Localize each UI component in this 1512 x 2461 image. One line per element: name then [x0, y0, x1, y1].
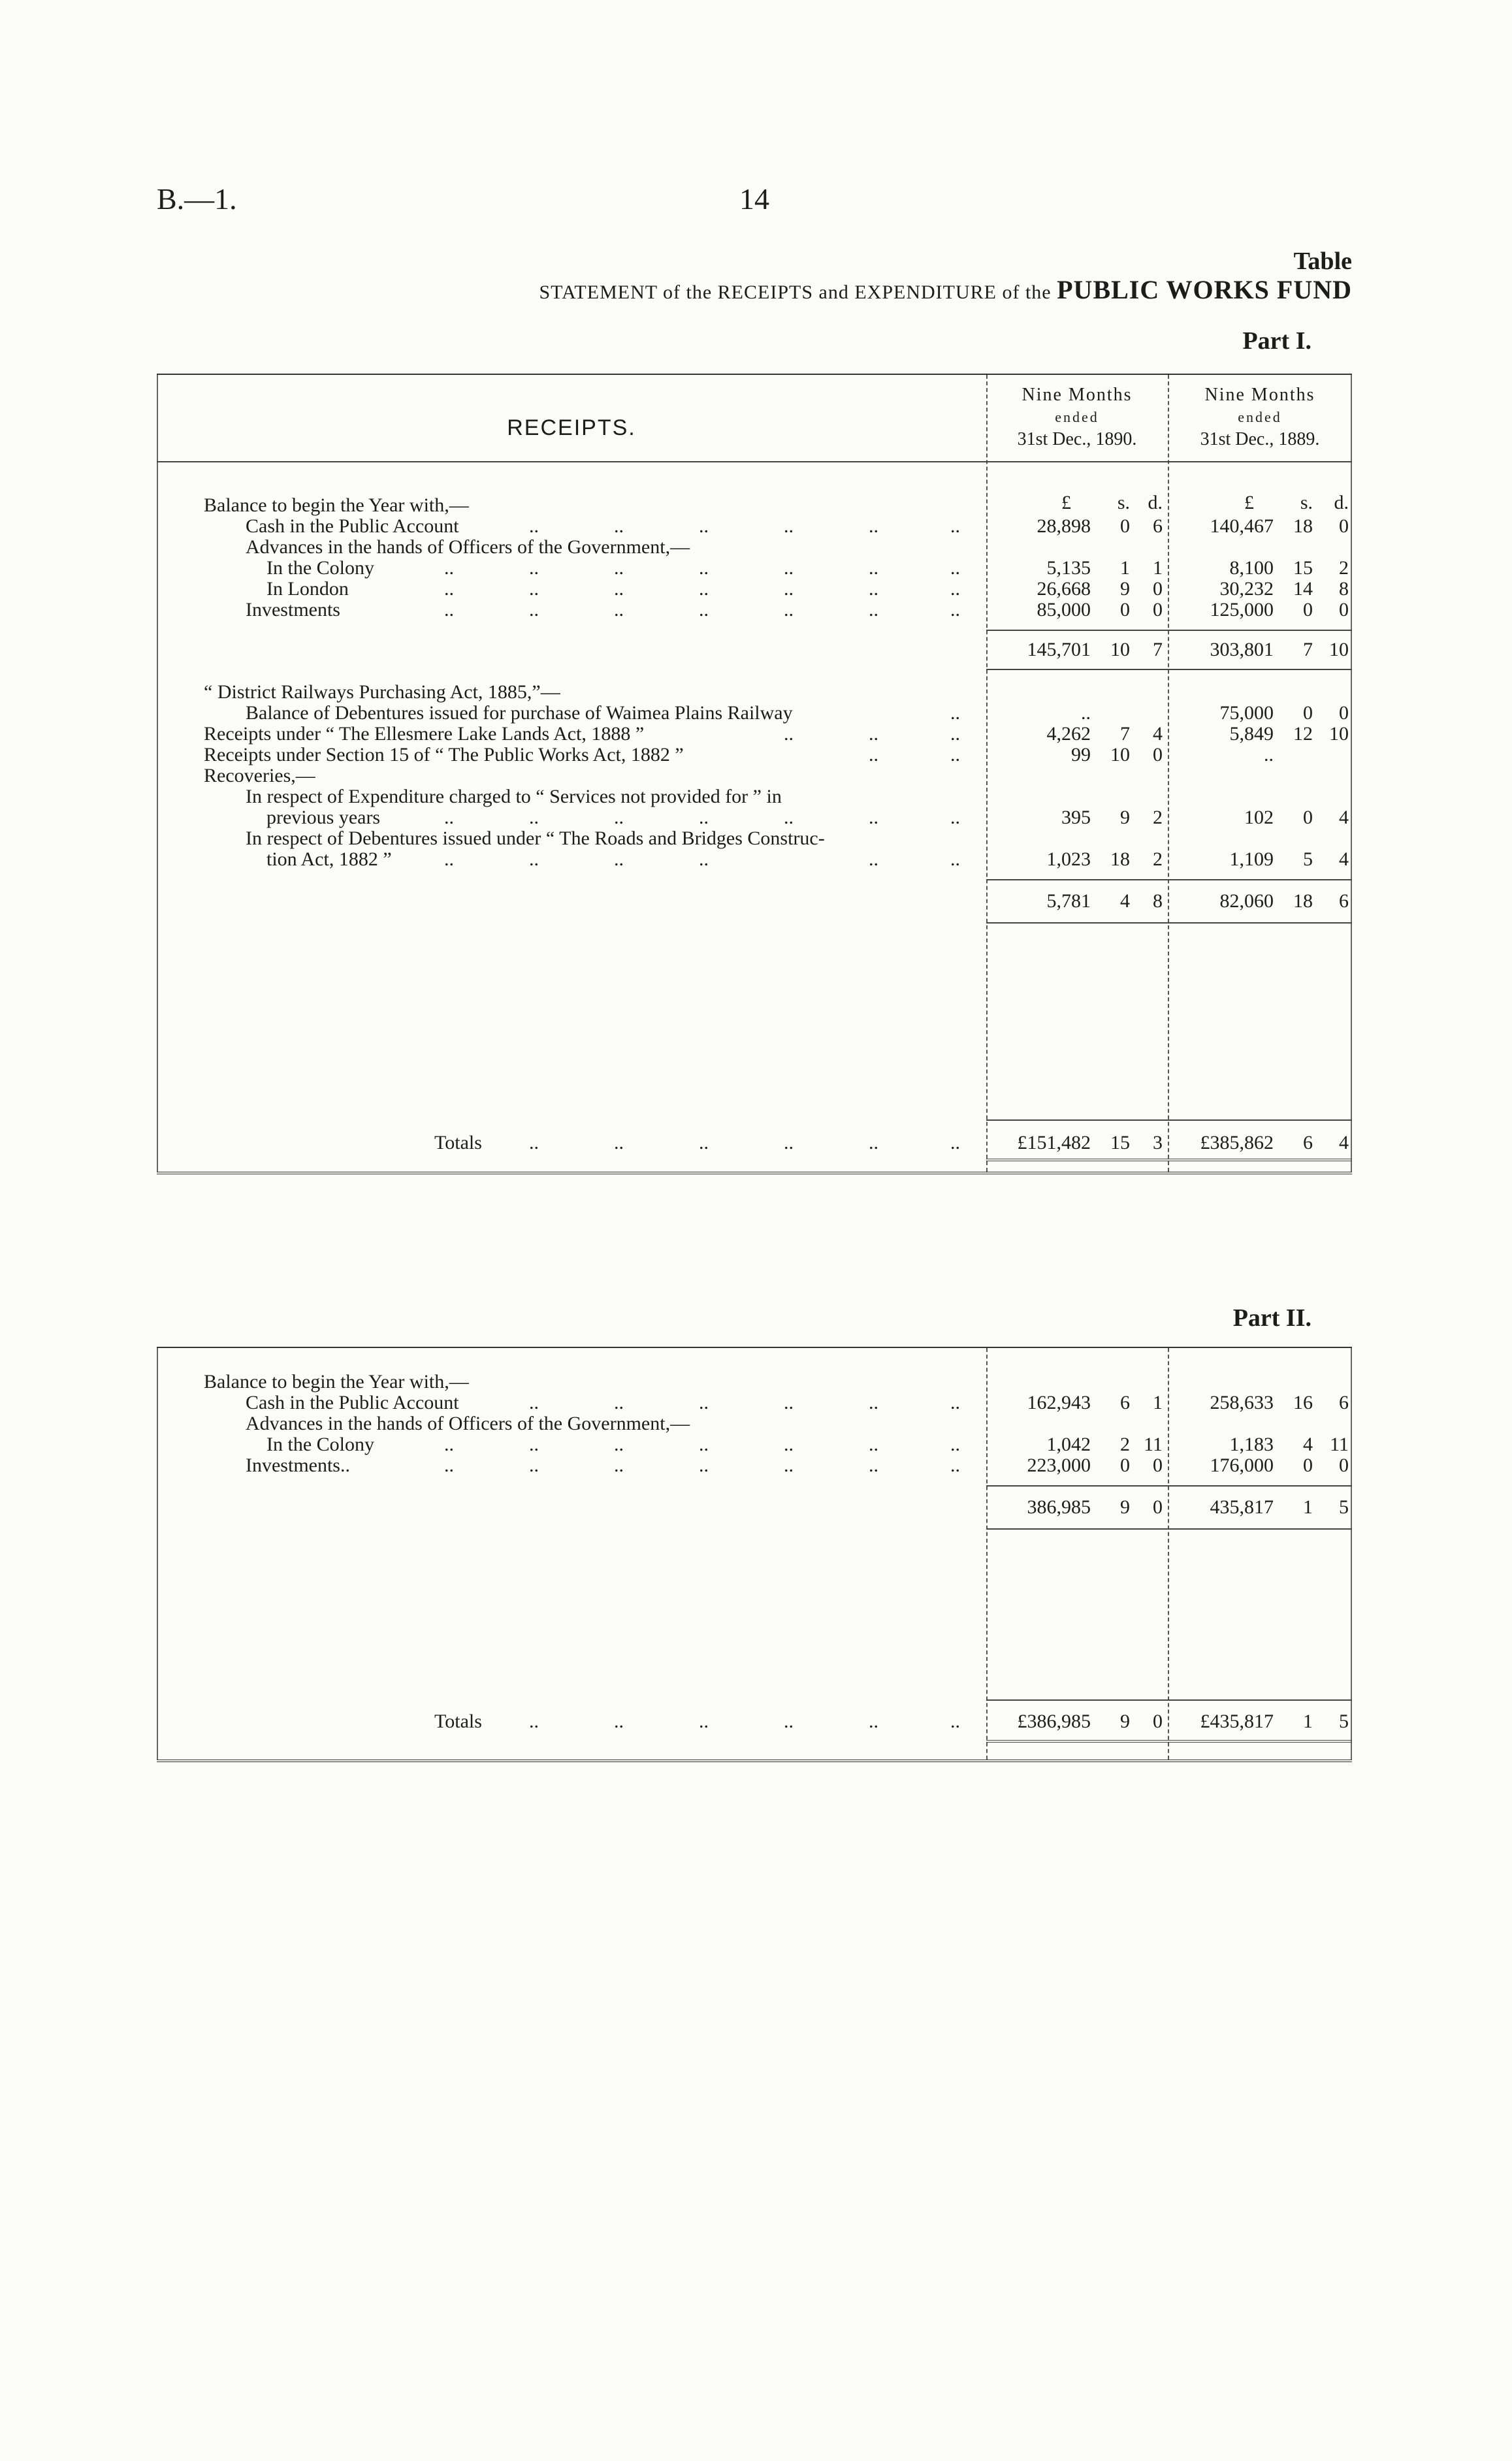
dot-leader: .. — [950, 1392, 960, 1413]
dot-leader: .. — [699, 1455, 709, 1476]
rule-line — [157, 461, 1352, 462]
dot-leader: .. — [869, 807, 878, 828]
amount-cell: 8 — [1339, 578, 1349, 600]
amount-cell: 162,943 — [1027, 1392, 1091, 1413]
statement-fund: PUBLIC WORKS FUND — [1057, 275, 1352, 304]
subtotal2-b: 82,060 — [1219, 890, 1274, 912]
amount-cell: 4 — [1339, 848, 1349, 870]
column-divider — [986, 1348, 988, 1760]
dot-leader: .. — [869, 1711, 878, 1732]
dot-leader: .. — [869, 599, 878, 620]
dot-leader: .. — [784, 599, 794, 620]
text: Nine Months — [1204, 385, 1315, 405]
amount-cell: 1 — [1303, 1711, 1313, 1732]
rule-line — [986, 922, 1352, 924]
amount-cell: 0 — [1153, 578, 1163, 600]
dot-leader: .. — [444, 1455, 454, 1476]
col1-header — [988, 384, 1166, 451]
amount-cell: 9 — [1120, 1496, 1130, 1518]
dot-leader: .. — [529, 1132, 539, 1153]
dot-leader: .. — [529, 807, 539, 828]
table-word: Table — [1293, 248, 1352, 275]
amount-cell: 1,023 — [1046, 848, 1091, 870]
dot-leader: .. — [950, 744, 960, 765]
amount-cell: 2 — [1120, 1434, 1130, 1455]
dot-leader: .. — [869, 744, 878, 765]
amount-cell: 140,467 — [1210, 515, 1274, 537]
amount-cell: 1,109 — [1229, 848, 1274, 870]
dot-leader: .. — [784, 1434, 794, 1455]
dot-leader: .. — [529, 557, 539, 579]
part2-table — [157, 1347, 1352, 1762]
dot-leader: .. — [950, 1434, 960, 1455]
dot-leader: .. — [699, 599, 709, 620]
dot-leader: .. — [699, 1434, 709, 1455]
amount-cell: 14 — [1293, 578, 1313, 600]
amount-cell: 6 — [1153, 515, 1163, 537]
text: ended — [1238, 409, 1282, 425]
part2-subtotal-b: 435,817 — [1210, 1496, 1274, 1518]
part2-subtotal-a: 386,985 — [1027, 1496, 1091, 1518]
row-text: Receipts under “ The Ellesmere Lake Lands Act, 1888 ” — [204, 723, 645, 745]
dot-leader: .. — [529, 1392, 539, 1413]
dot-leader: .. — [950, 1711, 960, 1732]
amount-cell: 0 — [1303, 1455, 1313, 1476]
dot-leader: .. — [869, 515, 878, 537]
row-text: Balance to begin the Year with,— — [204, 494, 469, 516]
amount-cell: d. — [1148, 492, 1163, 513]
statement-prefix: STATEMENT of the RECEIPTS and EXPENDITURE of the — [539, 281, 1052, 303]
dot-leader: .. — [529, 1434, 539, 1455]
dot-leader: .. — [614, 578, 624, 600]
column-divider — [1351, 375, 1352, 1172]
row-text: Advances in the hands of Officers of the Government,— — [246, 1413, 690, 1434]
amount-cell: 4,262 — [1046, 723, 1091, 745]
dot-leader: .. — [614, 848, 624, 870]
amount-cell: 5 — [1339, 1711, 1349, 1732]
text: 31st Dec., 1890. — [1017, 429, 1137, 449]
dot-leader: .. — [614, 515, 624, 537]
dot-leader: .. — [950, 557, 960, 579]
dot-leader: .. — [950, 702, 960, 724]
dot-leader: .. — [529, 578, 539, 600]
part2-totals-label: Totals — [434, 1711, 482, 1732]
amount-cell: 1,042 — [1046, 1434, 1091, 1455]
text: Nine Months — [1021, 385, 1133, 405]
row-text: Investments.. — [246, 1455, 350, 1476]
row-text: Receipts under Section 15 of “ The Public Works Act, 1882 ” — [204, 744, 684, 765]
amount-cell: 30,232 — [1219, 578, 1274, 600]
row-text: Advances in the hands of Officers of the Government,— — [246, 536, 690, 558]
amount-cell: 1 — [1153, 1392, 1163, 1413]
column-divider — [1168, 1348, 1169, 1760]
page-number: 14 — [739, 182, 769, 216]
amount-cell: 0 — [1153, 599, 1163, 620]
amount-cell: 10 — [1110, 639, 1130, 660]
row-text: “ District Railways Purchasing Act, 1885,”— — [204, 681, 560, 703]
amount-cell: 0 — [1339, 702, 1349, 724]
amount-cell: 5,849 — [1229, 723, 1274, 745]
amount-cell: 6 — [1339, 890, 1349, 912]
amount-cell: 10 — [1329, 723, 1349, 745]
dot-leader: .. — [529, 1455, 539, 1476]
amount-cell: 176,000 — [1210, 1455, 1274, 1476]
dot-leader: .. — [784, 1392, 794, 1413]
amount-cell: 9 — [1120, 807, 1130, 828]
amount-cell: 2 — [1153, 848, 1163, 870]
rule-line — [986, 1119, 1352, 1121]
amount-cell: 0 — [1153, 1711, 1163, 1732]
row-text: Balance of Debentures issued for purchase of Waimea Plains Railway — [246, 702, 793, 724]
amount-cell: 0 — [1339, 515, 1349, 537]
dot-leader: .. — [444, 557, 454, 579]
amount-cell: s. — [1117, 492, 1130, 513]
amount-cell: 15 — [1293, 557, 1313, 579]
amount-cell: 6 — [1339, 1392, 1349, 1413]
rule-line — [986, 879, 1352, 880]
amount-cell: 0 — [1339, 1455, 1349, 1476]
amount-cell: 258,633 — [1210, 1392, 1274, 1413]
amount-cell: 9 — [1120, 578, 1130, 600]
dot-leader: .. — [614, 1132, 624, 1153]
dot-leader: .. — [529, 848, 539, 870]
rule-line — [986, 669, 1352, 670]
dot-leader: .. — [699, 557, 709, 579]
amount-cell: 7 — [1303, 639, 1313, 660]
row-text: In London — [266, 578, 349, 600]
dot-leader: .. — [869, 1434, 878, 1455]
amount-cell: 0 — [1153, 1496, 1163, 1518]
amount-cell: 16 — [1293, 1392, 1313, 1413]
amount-cell: 8,100 — [1229, 557, 1274, 579]
dot-leader: .. — [614, 599, 624, 620]
dot-leader: .. — [784, 515, 794, 537]
row-text: In respect of Debentures issued under “ The Roads and Bridges Construc- — [246, 828, 825, 849]
totals-b: £385,862 — [1200, 1132, 1274, 1153]
rule-line — [986, 1528, 1352, 1530]
amount-cell: 8 — [1153, 890, 1163, 912]
amount-cell: 4 — [1153, 723, 1163, 745]
amount-cell: 5 — [1303, 848, 1313, 870]
col2-header — [1169, 384, 1351, 451]
row-text: Balance to begin the Year with,— — [204, 1371, 469, 1392]
amount-cell: 3 — [1153, 1132, 1163, 1153]
amount-cell: 0 — [1120, 599, 1130, 620]
subtotal1-a: 145,701 — [1027, 639, 1091, 660]
dot-leader: .. — [950, 848, 960, 870]
row-text: previous years — [266, 807, 381, 828]
text: ended — [1055, 409, 1099, 425]
dot-leader: .. — [950, 1455, 960, 1476]
amount-cell: 10 — [1110, 744, 1130, 765]
row-text: tion Act, 1882 ” — [266, 848, 392, 870]
amount-cell: 6 — [1303, 1132, 1313, 1153]
dot-leader: .. — [784, 578, 794, 600]
totals-label: Totals — [434, 1132, 482, 1153]
amount-cell: 18 — [1110, 848, 1130, 870]
dot-leader: .. — [869, 557, 878, 579]
part2-totals-a: £386,985 — [1017, 1711, 1091, 1732]
amount-cell: 18 — [1293, 515, 1313, 537]
amount-cell: 11 — [1330, 1434, 1349, 1455]
dot-leader: .. — [950, 515, 960, 537]
amount-cell: 0 — [1303, 807, 1313, 828]
amount-cell: 28,898 — [1037, 515, 1091, 537]
amount-cell: 7 — [1153, 639, 1163, 660]
amount-cell: 0 — [1303, 599, 1313, 620]
statement-title — [539, 274, 1352, 305]
amount-cell: 395 — [1061, 807, 1091, 828]
amount-cell: 75,000 — [1219, 702, 1274, 724]
dot-leader: .. — [784, 1711, 794, 1732]
amount-cell: 2 — [1153, 807, 1163, 828]
row-text: Investments — [246, 599, 340, 620]
amount-cell: 5 — [1339, 1496, 1349, 1518]
amount-cell: 4 — [1120, 890, 1130, 912]
part2-totals-b: £435,817 — [1200, 1711, 1274, 1732]
amount-cell: 102 — [1244, 807, 1274, 828]
amount-cell: 4 — [1339, 1132, 1349, 1153]
dot-leader: .. — [699, 1132, 709, 1153]
page-id: B.—1. — [157, 182, 237, 216]
amount-cell: d. — [1334, 492, 1349, 513]
amount-cell: 1,183 — [1229, 1434, 1274, 1455]
dot-leader: .. — [869, 848, 878, 870]
amount-cell: s. — [1300, 492, 1313, 513]
dot-leader: .. — [869, 1132, 878, 1153]
dot-leader: .. — [444, 599, 454, 620]
totals-a: £151,482 — [1017, 1132, 1091, 1153]
row-text: In the Colony — [266, 1434, 374, 1455]
dot-leader: .. — [784, 557, 794, 579]
amount-cell: 0 — [1339, 599, 1349, 620]
dot-leader: .. — [444, 807, 454, 828]
dot-leader: .. — [784, 807, 794, 828]
dot-leader: .. — [529, 599, 539, 620]
amount-cell: 223,000 — [1027, 1455, 1091, 1476]
dot-leader: .. — [784, 723, 794, 745]
amount-cell: 5,135 — [1046, 557, 1091, 579]
dot-leader: .. — [529, 515, 539, 537]
dot-leader: .. — [950, 599, 960, 620]
part2-label: Part II. — [1232, 1304, 1311, 1332]
rule-line — [986, 1485, 1352, 1487]
dot-leader: .. — [784, 1132, 794, 1153]
dot-leader: .. — [869, 1392, 878, 1413]
subtotal1-b: 303,801 — [1210, 639, 1274, 660]
dot-leader: .. — [444, 1434, 454, 1455]
dot-leader: .. — [699, 848, 709, 870]
dot-leader: .. — [699, 1392, 709, 1413]
dot-leader: .. — [950, 1132, 960, 1153]
rule-line — [986, 1699, 1352, 1701]
amount-cell: 18 — [1293, 890, 1313, 912]
dot-leader: .. — [699, 807, 709, 828]
amount-cell: .. — [1264, 744, 1274, 765]
amount-cell: £ — [1061, 492, 1071, 513]
amount-cell: .. — [1081, 702, 1091, 724]
dot-leader: .. — [614, 1392, 624, 1413]
amount-cell: 9 — [1120, 1711, 1130, 1732]
receipts-heading: RECEIPTS. — [507, 415, 636, 440]
amount-cell: 10 — [1329, 639, 1349, 660]
column-divider — [1351, 1348, 1352, 1760]
dot-leader: .. — [614, 1455, 624, 1476]
row-text: Cash in the Public Account — [246, 515, 459, 537]
rule-line — [986, 1159, 1352, 1161]
amount-cell: 6 — [1120, 1392, 1130, 1413]
dot-leader: .. — [950, 807, 960, 828]
dot-leader: .. — [699, 1711, 709, 1732]
dot-leader: .. — [950, 578, 960, 600]
column-divider — [986, 375, 988, 1172]
amount-cell: 85,000 — [1037, 599, 1091, 620]
dot-leader: .. — [950, 723, 960, 745]
dot-leader: .. — [869, 723, 878, 745]
amount-cell: 12 — [1293, 723, 1313, 745]
dot-leader: .. — [444, 848, 454, 870]
amount-cell: 26,668 — [1037, 578, 1091, 600]
column-divider — [157, 1348, 158, 1760]
dot-leader: .. — [444, 578, 454, 600]
amount-cell: £ — [1244, 492, 1254, 513]
row-text: Recoveries,— — [204, 765, 315, 786]
dot-leader: .. — [529, 1711, 539, 1732]
amount-cell: 1 — [1153, 557, 1163, 579]
rule-line — [986, 630, 1352, 631]
dot-leader: .. — [784, 1455, 794, 1476]
text: 31st Dec., 1889. — [1200, 429, 1320, 449]
part1-label: Part I. — [1242, 327, 1311, 355]
amount-cell: 1 — [1120, 557, 1130, 579]
amount-cell: 11 — [1144, 1434, 1163, 1455]
row-text: In the Colony — [266, 557, 374, 579]
amount-cell: 4 — [1303, 1434, 1313, 1455]
dot-leader: .. — [699, 515, 709, 537]
amount-cell: 99 — [1071, 744, 1091, 765]
amount-cell: 15 — [1110, 1132, 1130, 1153]
amount-cell: 125,000 — [1210, 599, 1274, 620]
rule-line — [986, 1740, 1352, 1743]
dot-leader: .. — [869, 578, 878, 600]
part1-table — [157, 374, 1352, 1174]
dot-leader: .. — [614, 557, 624, 579]
amount-cell: 0 — [1153, 1455, 1163, 1476]
amount-cell: 2 — [1339, 557, 1349, 579]
dot-leader: .. — [614, 1434, 624, 1455]
column-divider — [1168, 375, 1169, 1172]
dot-leader: .. — [614, 1711, 624, 1732]
row-text: In respect of Expenditure charged to “ Services not provided for ” in — [246, 786, 782, 807]
amount-cell: 4 — [1339, 807, 1349, 828]
amount-cell: 7 — [1120, 723, 1130, 745]
amount-cell: 0 — [1303, 702, 1313, 724]
dot-leader: .. — [869, 1455, 878, 1476]
dot-leader: .. — [614, 807, 624, 828]
column-divider — [157, 375, 158, 1172]
amount-cell: 0 — [1153, 744, 1163, 765]
dot-leader: .. — [699, 578, 709, 600]
amount-cell: 0 — [1120, 1455, 1130, 1476]
amount-cell: 1 — [1303, 1496, 1313, 1518]
amount-cell: 0 — [1120, 515, 1130, 537]
row-text: Cash in the Public Account — [246, 1392, 459, 1413]
subtotal2-a: 5,781 — [1046, 890, 1091, 912]
